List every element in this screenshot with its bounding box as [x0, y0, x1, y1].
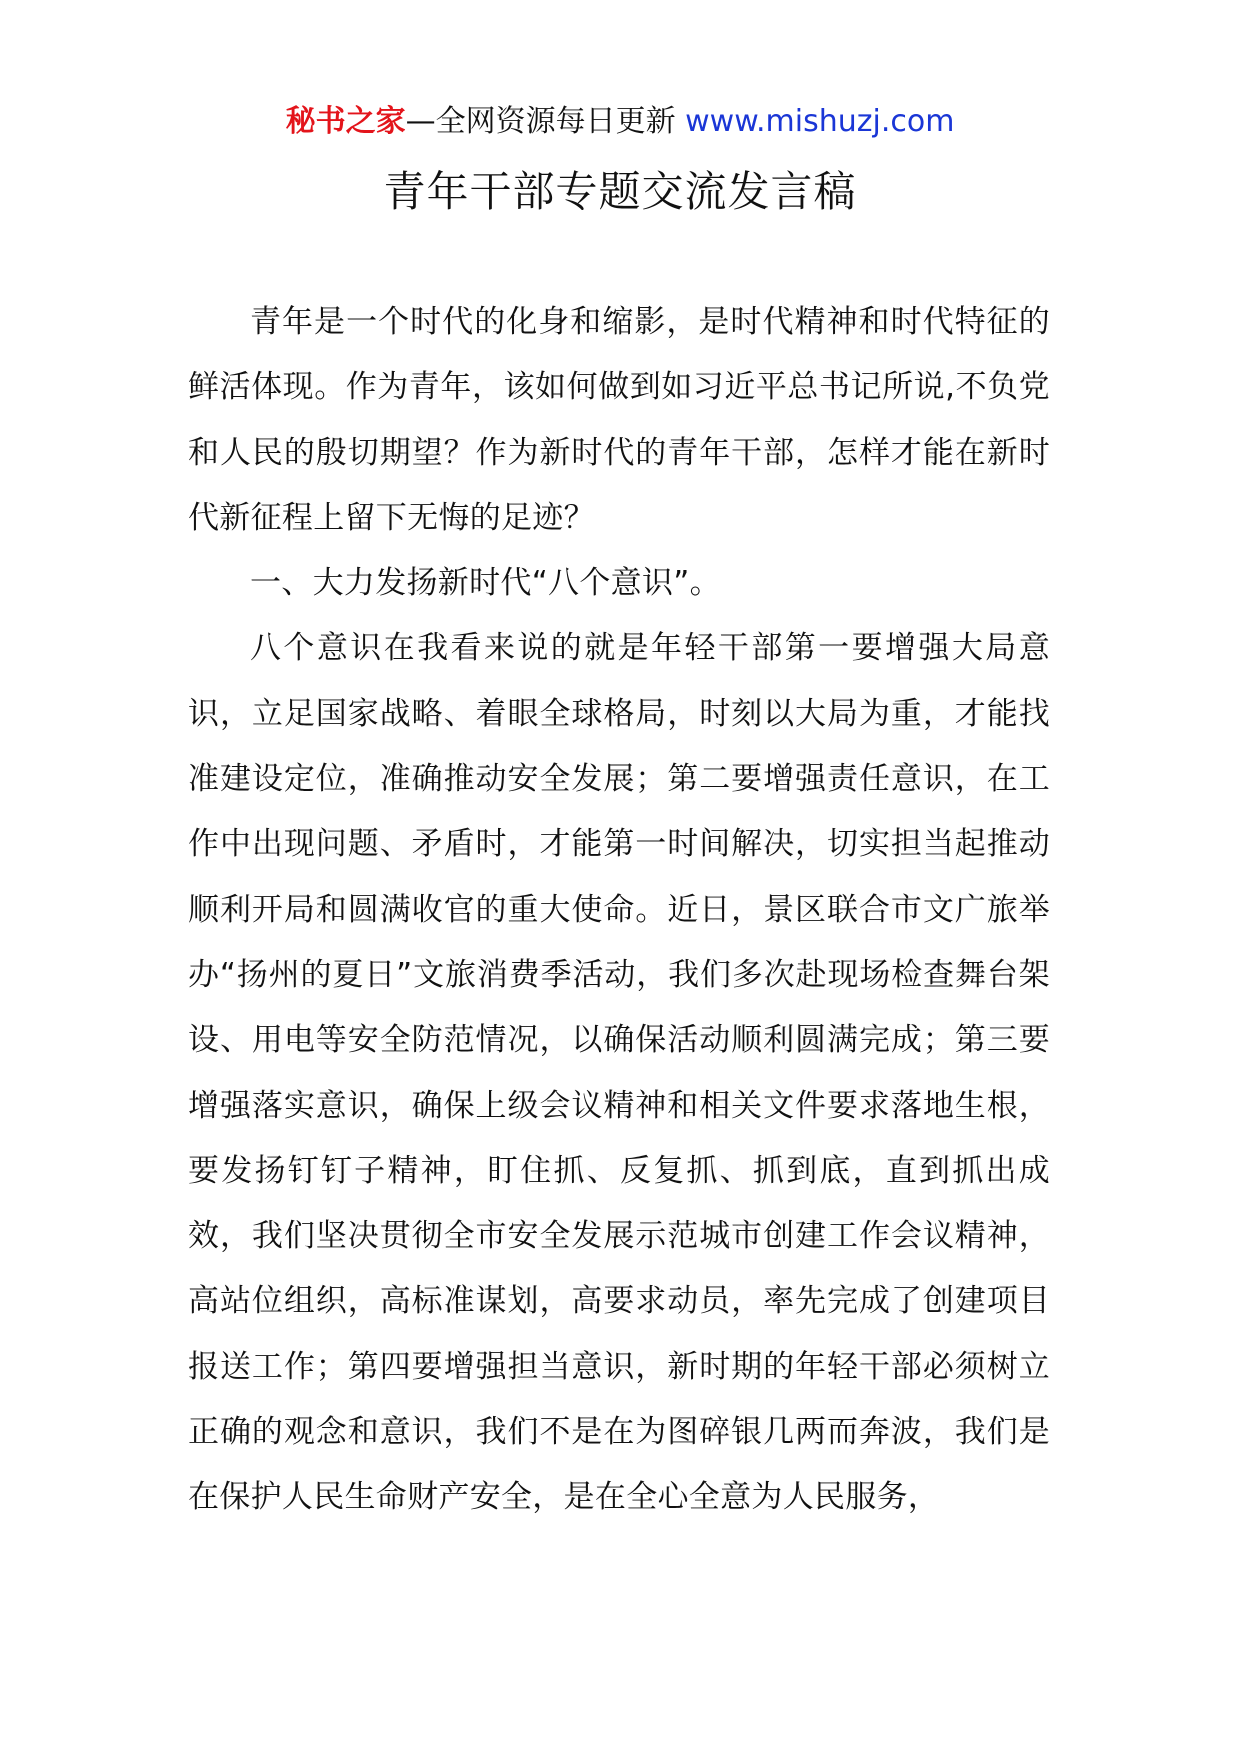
brand-name: 秘书之家: [285, 104, 406, 139]
document-title: 青年干部专题交流发言稿: [383, 167, 857, 216]
section-heading: 一、大力发扬新时代“八个意识”。: [250, 565, 721, 602]
paragraph-intro: 青年是一个时代的化身和缩影，是时代精神和时代特征的鲜活体现。作为青年，该如何做到如习近平总书记所说,不负党和人民的殷切期望？作为新时代的青年干部，怎样才能在新时代新征程上留下无悔的足迹？: [188, 304, 1050, 536]
header-slogan: —全网资源每日更新: [405, 104, 686, 139]
site-url-link[interactable]: www.mishuzj.com: [685, 104, 955, 139]
document-body: [188, 290, 1050, 1531]
site-header: [0, 100, 1240, 144]
paragraph-body: 八个意识在我看来说的就是年轻干部第一要增强大局意识，立足国家战略、着眼全球格局，时刻以大局为重，才能找准建设定位，准确推动安全发展；第二要增强责任意识，在工作中出现问题、矛盾时，才能第一时间解决，切实担当起推动顺利开局和圆满收官的重大使命。近日，景区联合市文广旅举办“扬州的夏日”文旅消费季活动，我们多次赴现场检查舞台架设、用电等安全防范情况，以确保活动顺利圆满完成；第三要增强落实意识，确保上级会议精神和相关文件要求落地生根，要发扬钉钉子精神，盯住抓、反复抓、抓到底，直到抓出成效，我们坚决贯彻全市安全发展示范城市创建工作会议精神，高站位组织，高标准谋划，高要求动员，率先完成了创建项目报送工作；第四要增强担当意识，新时期的年轻干部必须树立正确的观念和意识，我们不是在为图碎银几两而奔波，我们是在保护人民生命财产安全，是在全心全意为人民服务，: [188, 630, 1050, 1516]
